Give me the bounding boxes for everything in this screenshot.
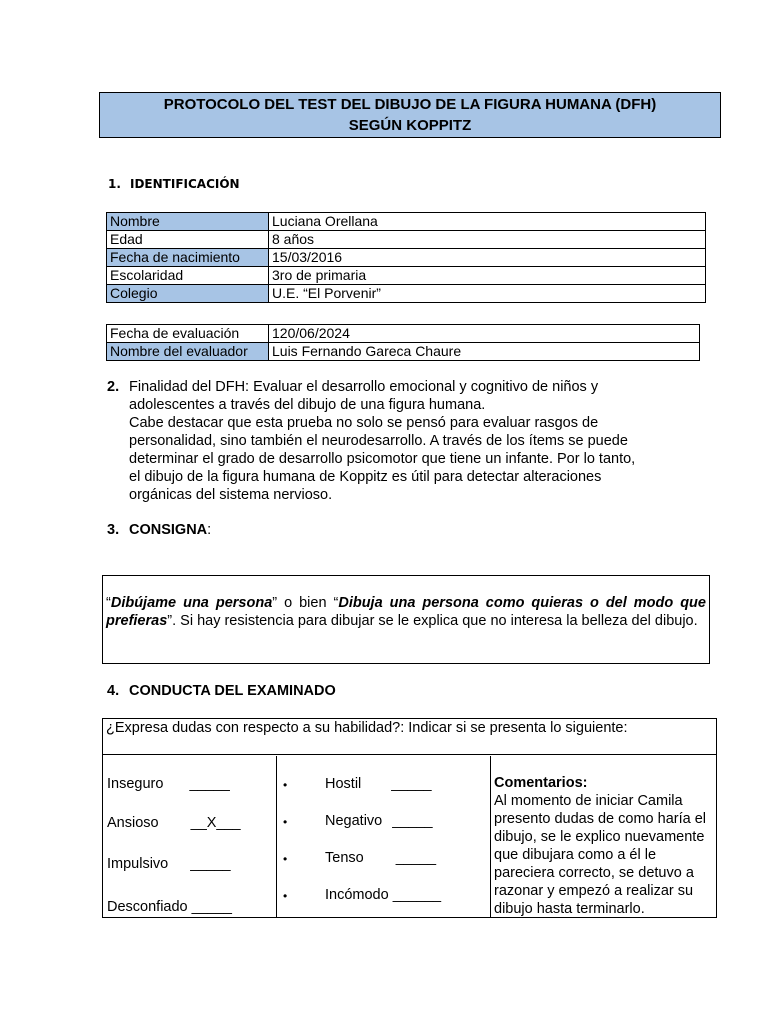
list-item [107,815,241,831]
eval-value-fecha: 120/06/2024 [269,325,700,343]
bullet-icon: • [283,815,288,829]
conducta-column-1 [103,756,277,917]
bullet-icon: • [283,778,288,792]
item-label-impulsivo: Impulsivo [107,856,169,872]
paragraph-line: Cabe destacar que esta prueba no solo se pensó para evaluar rasgos de [129,415,599,431]
section-4-number: 4. [107,683,120,699]
quote-mid: ” o bien “ [272,595,339,611]
consigna-phrase-1: Dibújame una persona [110,595,273,611]
section-1-number: 1. [108,177,121,191]
section-4-title: CONDUCTA DEL EXAMINADO [129,683,336,699]
section-2-number: 2. [107,379,120,395]
item-mark-negativo: _____ [392,813,433,829]
consigna-rest: ”. Si hay resistencia para dibujar se le explica que no interesa la belleza del dibujo. [167,613,698,629]
id-label-nombre: Nombre [107,213,269,231]
item-mark-incomodo: ______ [392,887,442,903]
table-row [107,285,706,303]
item-label-negativo: Negativo [325,813,383,829]
item-mark-tenso: _____ [395,850,437,866]
paragraph-line: el dibujo de la figura humana de Koppitz es útil para detectar alteraciones [129,469,602,485]
title-line-2: SEGÚN KOPPITZ [348,117,472,134]
paragraph-line: Finalidad del DFH: Evaluar el desarrollo emocional y cognitivo de niños y [129,379,599,395]
identification-table [106,212,706,303]
item-mark-hostil: _____ [391,776,432,792]
conducta-table [102,718,717,918]
table-row [107,231,706,249]
table-row [107,343,700,361]
table-row [107,213,706,231]
list-item [107,776,230,792]
id-label-escolaridad: Escolaridad [107,267,269,285]
section-3-heading [107,522,211,538]
document-title [99,92,721,138]
id-value-edad: 8 años [269,231,706,249]
paragraph-line: personalidad, sino también el neurodesarrollo. A través de los ítems se puede [129,433,628,449]
list-item [325,850,436,866]
paragraph-line: determinar el grado de desarrollo psicomotor que tiene un infante. Por lo tanto, [129,451,636,467]
item-label-inseguro: Inseguro [107,776,164,792]
item-label-tenso: Tenso [325,850,364,866]
bullet-icon: • [283,852,288,866]
list-item [325,887,441,903]
table-row [107,325,700,343]
section-3-number: 3. [107,522,120,538]
consigna-phrase-2: Dibuja una persona como quieras o del modo que prefieras [106,595,706,629]
section-3-colon: : [207,522,212,538]
consigna-box [102,575,710,664]
section-4-heading [107,683,336,699]
section-1-title: IDENTIFICACIÓN [130,177,240,191]
title-line-1: PROTOCOLO DEL TEST DEL DIBUJO DE LA FIGURA HUMANA (DFH) [163,96,657,113]
item-mark-inseguro: _____ [189,776,230,792]
list-item [107,856,231,872]
id-label-edad: Edad [107,231,269,249]
table-row [107,267,706,285]
section-3-title: CONSIGNA [129,522,208,538]
section-1-heading [108,177,240,191]
list-item [325,813,433,829]
comments-cell [491,756,716,917]
item-label-ansioso: Ansioso [107,815,159,831]
table-row [107,249,706,267]
id-value-escolaridad: 3ro de primaria [269,267,706,285]
paragraph-line: orgánicas del sistema nervioso. [129,487,333,503]
eval-label-fecha: Fecha de evaluación [107,325,269,343]
comments-text: Al momento de iniciar Camila presento dudas de como haría el dibujo, se le explico nuevamente que dibujara como a él le pareciera correcto, se detuvo a razonar y empezó a realizar su dibujo hasta terminarlo. [494,793,706,917]
conducta-question: ¿Expresa dudas con respecto a su habilidad?: Indicar si se presenta lo siguiente: [103,719,716,755]
item-label-desconfiado: Desconfiado [107,899,188,915]
quote-open: “ [106,595,111,611]
list-item [107,899,232,915]
item-mark-desconfiado: _____ [191,899,232,915]
item-label-hostil: Hostil [325,776,362,792]
item-label-incomodo: Incómodo [325,887,389,903]
id-value-nombre: Luciana Orellana [269,213,706,231]
id-value-colegio: U.E. “El Porvenir” [269,285,706,303]
comments-heading: Comentarios: [494,775,588,791]
conducta-column-2 [277,756,491,917]
list-item [325,776,432,792]
id-value-fecha-nacimiento: 15/03/2016 [269,249,706,267]
eval-value-evaluador: Luis Fernando Gareca Chaure [269,343,700,361]
paragraph-line: adolescentes a través del dibujo de una figura humana. [129,397,486,413]
section-2-paragraph [107,378,667,504]
evaluation-table [106,324,700,361]
id-label-fecha-nacimiento: Fecha de nacimiento [107,249,269,267]
id-label-colegio: Colegio [107,285,269,303]
item-mark-impulsivo: _____ [190,856,231,872]
bullet-icon: • [283,889,288,903]
item-mark-ansioso: __X___ [190,815,241,831]
eval-label-evaluador: Nombre del evaluador [107,343,269,361]
